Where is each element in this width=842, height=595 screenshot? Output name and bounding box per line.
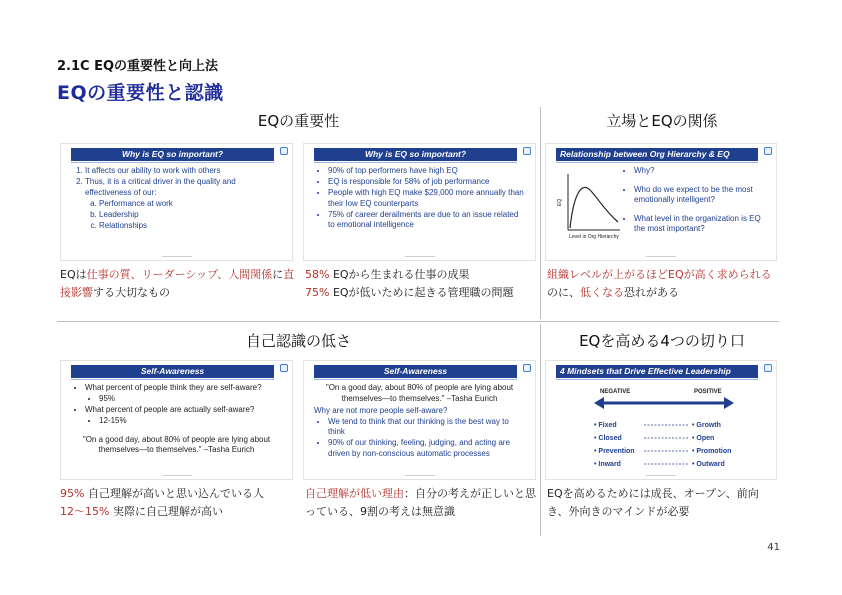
slide-header-bar: 4 Mindsets that Drive Effective Leadership — [556, 365, 758, 378]
hierarchy-curve-diagram — [556, 170, 624, 254]
logo-icon — [523, 147, 531, 155]
section-title-low-awareness: 自己認識の低さ — [245, 332, 351, 350]
slide-thumbnail-why-eq-1 — [60, 143, 293, 261]
positive-label: POSITIVE — [694, 389, 722, 395]
slide-list-item: • We tend to think that our thinking is the best way to think — [328, 417, 525, 438]
slide-rule — [556, 379, 758, 380]
x-axis-label: Level in Org Hierarchy — [569, 234, 619, 240]
slide-body — [314, 383, 525, 460]
caption-self-awareness-stats: 95% 自己理解が高いと思い込んでいる人 12〜15% 実際に自己理解が高い — [60, 487, 264, 518]
slide-header-bar: Why is EQ so important? — [71, 148, 274, 161]
connector-lines — [644, 421, 688, 473]
slide-question: Why are not more people self-aware? — [314, 406, 448, 415]
slide-body — [314, 166, 525, 231]
logo-icon — [764, 147, 772, 155]
slide-thumbnail-self-awareness-2 — [303, 360, 536, 480]
slide-list-item: 2. Thus, it is a critical driver in the quality and effectiveness of our: — [85, 177, 282, 198]
slide-rule — [71, 379, 274, 380]
divider-vertical-bottom — [540, 324, 541, 536]
page-subtitle: 2.1C EQの重要性と向上法 — [57, 59, 219, 74]
slide-rule — [556, 162, 758, 163]
eq-curve — [570, 187, 618, 228]
slide-header-bar: Relationship between Org Hierarchy & EQ — [556, 148, 758, 161]
slide-quote: "On a good day, about 80% of people are lying about themselves—to themselves." –Tasha Eurich — [325, 383, 514, 403]
slide-list-item: • 90% of our thinking, feeling, judging, and acting are driven by non-conscious automatic processes — [328, 438, 525, 459]
slide-list-item: • What level in the organization is EQ the most important? — [634, 214, 766, 235]
slide-thumbnail-self-awareness-1 — [60, 360, 293, 480]
slide-list-item: 1. It affects our ability to work with others — [85, 166, 282, 177]
slide-thumbnail-org-hierarchy — [545, 143, 777, 261]
page-title: EQの重要性と認識 — [57, 82, 224, 104]
section-title-four-points: EQを高める4つの切り口 — [579, 332, 745, 350]
divider-horizontal — [57, 321, 779, 322]
double-arrow-icon — [594, 397, 734, 409]
slide-rule — [314, 379, 517, 380]
slide-list-subitem: • 12-15% — [99, 416, 282, 427]
slide-body — [71, 383, 282, 456]
positive-mindsets: • Growth • Open • Promotion • Outward — [692, 422, 732, 468]
slide-list-item: • Who do we expect to be the most emotionally intelligent? — [634, 185, 766, 206]
divider-vertical-top — [540, 107, 541, 319]
caption-self-awareness-reason: 自己理解が低い理由：自分の考えが正しいと思っている、9割の考えは無意識 — [305, 487, 536, 518]
slide-thumbnail-why-eq-2 — [303, 143, 536, 261]
slide-list-subitem: a. Performance at work — [99, 199, 282, 210]
slide-list-item: • What percent of people are actually self-aware? — [85, 405, 282, 416]
slide-list-item: • What percent of people think they are self-aware? — [85, 383, 282, 394]
caption-four-points: EQを高めるためには成長、オープン、前向き、外向きのマインドが必要 — [547, 487, 759, 518]
slide-header-bar: Self-Awareness — [314, 365, 517, 378]
page-number: 41 — [767, 542, 780, 553]
section-title-position: 立場とEQの関係 — [606, 112, 718, 130]
slide-header-bar: Why is EQ so important? — [314, 148, 517, 161]
slide-body — [620, 166, 766, 235]
slide-rule — [71, 162, 274, 163]
slide-list-subitem: c. Relationships — [99, 221, 282, 232]
slide-rule — [314, 162, 517, 163]
logo-icon — [764, 364, 772, 372]
slide-list-item: • EQ is responsible for 58% of job performance — [328, 177, 525, 188]
slide-list-item: • 90% of top performers have high EQ — [328, 166, 525, 177]
slide-list-item: • Why? — [634, 166, 766, 177]
slide-list-subitem: • 95% — [99, 394, 282, 405]
slide-quote: "On a good day, about 80% of people are lying about themselves—to themselves." –Tasha Eurich — [82, 434, 271, 454]
y-axis-label: EQ — [557, 198, 563, 206]
caption-position: 組織レベルが上がるほどEQが高く求められるのに、低くなる恐れがある — [547, 268, 772, 299]
slide-list-item: • People with high EQ make $29,000 more annually than their low EQ counterparts — [328, 188, 525, 209]
section-title-importance: EQの重要性 — [257, 112, 340, 130]
negative-mindsets: • Fixed • Closed • Prevention • Inward — [594, 422, 635, 468]
logo-icon — [280, 364, 288, 372]
slide-body — [71, 166, 282, 232]
negative-label: NEGATIVE — [600, 389, 631, 395]
slide-header-bar: Self-Awareness — [71, 365, 274, 378]
logo-icon — [523, 364, 531, 372]
caption-importance: EQは仕事の質、リーダーシップ、人間関係に直接影響する大切なもの — [60, 268, 295, 299]
caption-statistics: 58% EQから生まれる仕事の成果 75% EQが低いために起きる管理職の問題 — [305, 268, 514, 299]
slide-list-item: • 75% of career derailments are due to an issue related to emotional intelligence — [328, 210, 525, 231]
slide-thumbnail-four-mindsets — [545, 360, 777, 480]
slide-list-subitem: b. Leadership — [99, 210, 282, 221]
logo-icon — [280, 147, 288, 155]
